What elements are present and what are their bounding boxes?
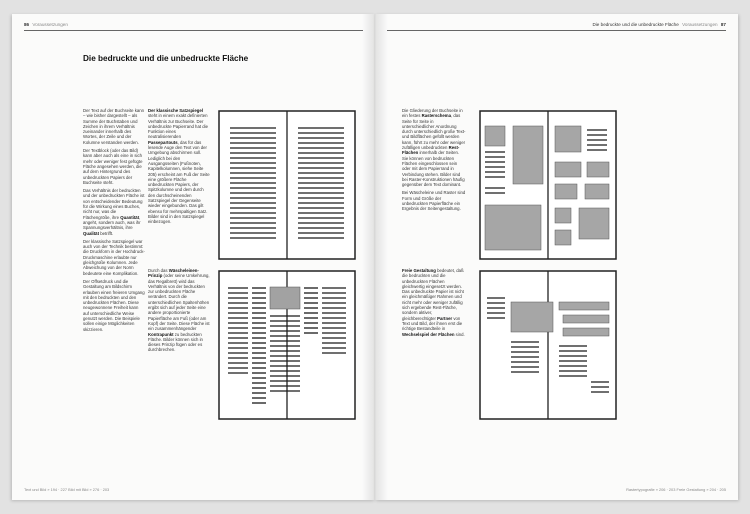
left-header-rule: [24, 30, 363, 31]
left-page: [12, 14, 375, 500]
right-page: [375, 14, 738, 500]
right-page-number: 87: [720, 22, 726, 27]
paragraph: Bei Wäscheleine und Raster sind Form und Größe der unbedruckten Papierfläche ein Ergebnis der Seitengestaltung.: [402, 190, 466, 212]
paragraph: Der Text auf der Buchseite kann – wie bisher dargestellt – als Summe der Buchstaben und Zeichen in ihrem Verhältnis zueinander innerhalb des Wortes, der Zeile und der Kolumne verstanden werden.: [83, 108, 145, 145]
left-footer: Text und Bild » 194 · 227 Bild mit Bild » 276 · 203: [24, 487, 110, 492]
right-running-head: [592, 22, 726, 27]
paragraph: Der klassische Satzspiegel steht in einem exakt definierten Verhältnis zur Buchseite. Der unbedruckte Papierrand hat die Funktion eines neutralisierenden Passepartouts, das für das lesende Auge den Text von der Umgebung abschirmen soll. Lediglich bei den Ausgangsseiten (Fußnoten, Kapitelkolumnen, siehe Seite 205) erscheint am Fuß der Seite eine größere Fläche unbedruckten Papiers, der Spitzkolumne und dem durch den durchscheinenden Satzspiegel der Gegenseite wieder eingebunden. Das gilt ebenso für mehrspaltigen Satz. Bilder sind in den Satzspiegel einbezogen.: [148, 108, 210, 225]
clothesline-principle-diagram: [218, 270, 356, 420]
right-text-column-top: [402, 108, 466, 215]
image-strip-2: [563, 315, 609, 323]
right-text-column-bottom: [402, 268, 466, 340]
free-design-diagram: [479, 270, 617, 420]
paragraph: Freie Gestaltung bedeutet, daß die bedruckten und die unbedruckten Flächen gleichwertig eingesetzt werden. Das unbedruckte Papier ist nicht ein gleichmäßiger Rahmen und nicht mehr oder weniger zufällig sich ergebende Rest-Fläche, sondern aktiver, gleichberechtigter Partner von Text und Bild, der ihnen erst die richtige Bestandteile in Wechselspiel der Flächen sind.: [402, 268, 465, 337]
left-header-section: Voraussetzungen: [32, 22, 68, 27]
left-text-column-b-top: [148, 108, 210, 228]
paragraph: Der klassische Satzspiegel war auch von der Technik bestimmt: die Druckform in der Hochdruck-Druckmaschine erlaubte nur gleichgroße Kolumnen. Jede Abweichung von der Norm bedeutete eine Komplikation.: [83, 238, 145, 276]
page-title: Die bedruckte und die unbedruckte Fläche: [83, 54, 249, 63]
right-header-section: Voraussetzungen: [682, 22, 718, 27]
paragraph: Der Textblock (oder das Bild) kann aber auch als eine in sich mehr oder weniger fest gefügte Fläche angesehen werden, die auf dem Hintergrund des unbedruckten Papiers der Buchseite steht.: [83, 148, 143, 185]
paragraph: Durch das Wäscheleinen-Prinzip (oder seine Umkehrung, das Regalbrett) wird das Verhältnis von der bedruckten zur unbedruckten Fläche verändert. Durch die unterschiedlichen Spaltenhöhen ergibt sich auf jeder Seite eine andere proportionierte Papierfläche am Fuß (oder am Kopf) der Seite. Diese Fläche ist ein zusammenhängender Kontrapunkt zu bedruckten Fläche. Bilder können sich in dieses Prinzip fügen oder es durchbrechen.: [148, 268, 210, 353]
left-text-column-a: [83, 108, 145, 335]
image-strip-3: [563, 328, 609, 336]
paragraph: Das Verhältnis der bedruckten und der unbedruckten Fläche ist von entscheidender Bedeutung für die Wirkung eines Buches, nicht nur, was die Flächengröße, ihre Quantität, angeht, sondern auch, was ihr Spannungsverhältnis, ihre Qualität betrifft.: [83, 188, 145, 236]
image-strip-1: [559, 302, 609, 310]
right-header-title: Die bedruckte und die unbedruckte Fläche: [592, 22, 679, 27]
left-text-column-b-bottom: [148, 268, 210, 356]
image-block-left: [511, 302, 553, 332]
grid-system-diagram: [479, 110, 617, 260]
image-block: [270, 287, 300, 309]
left-running-head: [24, 22, 68, 27]
paragraph: Die Gliederung der Buchseite in ein festes Rasterschema, das Seite für Seite in unterschiedlicher Anordnung durch unterschiedlich große Text- und Bildflächen gefüllt werden kann, führt zu mehr oder weniger zufälligen unbedruckten Rest-Flächen innerhalb der Seiten. Sie können von bedruckten Flächen eingeschlossen sein oder mit dem Papierrand in Verbindung stehen. Bilder sind bei Raster-Konstruktionen häufig gegenüber dem Text dominant.: [402, 108, 466, 188]
left-page-number: 86: [24, 22, 30, 27]
right-footer: Rastertypografie » 206 · 203 Freie Gestaltung » 204 · 205: [626, 487, 726, 492]
right-header-rule: [387, 30, 726, 31]
classic-type-area-diagram: [218, 110, 356, 260]
paragraph: Der Offsetdruck und die Gestaltung am Bildschirm erlauben einen freieren Umgang mit den bedruckten und den unbedruckten Flächen. Diese neugewonnene Freiheit kann auf unterschiedliche Weise genutzt werden. Die Beispiele sollen einige Möglichkeiten skizzieren.: [83, 278, 145, 332]
